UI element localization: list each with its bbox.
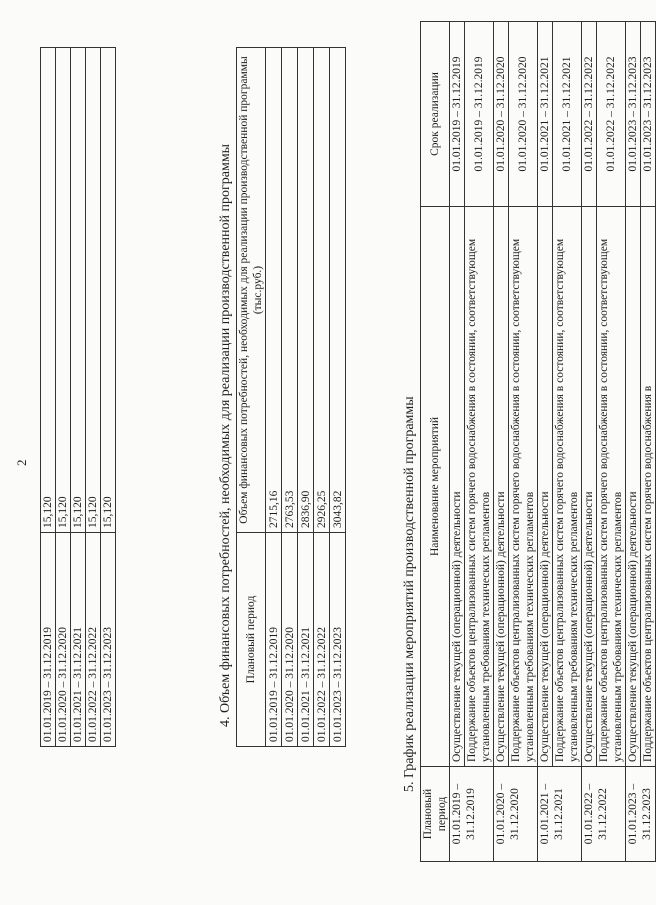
term-cell: 01.01.2021 – 31.12.2021: [538, 22, 553, 207]
activity-cell: Осуществление текущей (операционной) деятельности: [626, 207, 641, 767]
term-cell: 01.01.2019 – 31.12.2019: [465, 22, 494, 207]
period-cell: 01.01.2020 – 31.12.2020: [494, 767, 538, 862]
period-cell: 01.01.2019 – 31.12.2019: [450, 767, 494, 862]
period-cell: 01.01.2021 – 31.12.2021: [298, 533, 314, 747]
value-cell: 15,120: [41, 48, 56, 533]
column-header-amount: Объем финансовых потребностей, необходимых для реализации производственной программы (тыс.руб.): [237, 48, 266, 533]
term-cell: 01.01.2020 – 31.12.2020: [494, 22, 509, 207]
column-header-name: Наименование мероприятий: [421, 207, 450, 767]
period-cell: 01.01.2023 – 31.12.2023: [101, 533, 116, 747]
activity-cell: Осуществление текущей (операционной) деятельности: [538, 207, 553, 767]
period-cell: 01.01.2021 – 31.12.2021: [71, 533, 86, 747]
period-cell: 01.01.2022 – 31.12.2022: [582, 767, 626, 862]
table-row: [509, 22, 538, 862]
table-row: [86, 48, 101, 747]
amount-cell: 2926,25: [314, 48, 330, 533]
activity-cell: Поддержание объектов централизованных систем горячего водоснабжения в состоянии, соответствующем установленным требованиям технических регламентов: [597, 207, 626, 767]
table-row: [626, 22, 641, 862]
table-row: [56, 48, 71, 747]
activity-cell: Поддержание объектов централизованных систем горячего водоснабжения в состоянии, соответствующем установленным требованиям технических регламентов: [509, 207, 538, 767]
water-volume-table: [40, 47, 116, 747]
table-row: [597, 22, 626, 862]
term-cell: 01.01.2022 – 31.12.2022: [582, 22, 597, 207]
section-5-heading: 5. График реализации мероприятий производственной программы: [402, 396, 417, 792]
period-cell: 01.01.2020 – 31.12.2020: [282, 533, 298, 747]
activity-cell: Осуществление текущей (операционной) деятельности: [494, 207, 509, 767]
table-row: [494, 22, 509, 862]
table-row: [553, 22, 582, 862]
value-cell: 15,120: [86, 48, 101, 533]
table-header-row: [237, 48, 266, 747]
amount-cell: 2715,16: [266, 48, 282, 533]
document-page: [10, 12, 654, 892]
term-cell: 01.01.2023 – 31.12.2023: [626, 22, 641, 207]
table-row: [582, 22, 597, 862]
table-row: [298, 48, 314, 747]
amount-cell: 2836,90: [298, 48, 314, 533]
column-header-period: Плановый период: [421, 767, 450, 862]
table-row: [101, 48, 116, 747]
term-cell: 01.01.2023 – 31.12.2023: [641, 22, 656, 207]
table-row: [465, 22, 494, 862]
period-cell: 01.01.2019 – 31.12.2019: [266, 533, 282, 747]
amount-cell: 2763,53: [282, 48, 298, 533]
period-cell: 01.01.2023 – 31.12.2023: [626, 767, 656, 862]
period-cell: 01.01.2021 – 31.12.2021: [538, 767, 582, 862]
term-cell: 01.01.2021 – 31.12.2021: [553, 22, 582, 207]
column-header-term: Срок реализации: [421, 22, 450, 207]
period-cell: 01.01.2019 – 31.12.2019: [41, 533, 56, 747]
table-row: [282, 48, 298, 747]
amount-cell: 3043,82: [330, 48, 346, 533]
value-cell: 15,120: [56, 48, 71, 533]
activity-cell: Поддержание объектов централизованных систем горячего водоснабжения в состоянии, соответствующем установленным требованиям технических регламентов: [465, 207, 494, 767]
period-cell: 01.01.2020 – 31.12.2020: [56, 533, 71, 747]
period-cell: 01.01.2022 – 31.12.2022: [314, 533, 330, 747]
table-row: [41, 48, 56, 747]
activity-cell: Осуществление текущей (операционной) деятельности: [582, 207, 597, 767]
table-row: [641, 22, 656, 862]
term-cell: 01.01.2022 – 31.12.2022: [597, 22, 626, 207]
table-row: [330, 48, 346, 747]
activity-cell: Осуществление текущей (операционной) деятельности: [450, 207, 465, 767]
value-cell: 15,120: [71, 48, 86, 533]
table-row: [266, 48, 282, 747]
table-row: [71, 48, 86, 747]
table-header-row: [421, 22, 450, 862]
section-4-heading: 4. Объем финансовых потребностей, необходимых для реализации производственной программы: [218, 143, 233, 727]
schedule-table: [420, 21, 656, 862]
table-row: [314, 48, 330, 747]
column-header-period: Плановый период: [237, 533, 266, 747]
page-number: 2: [14, 459, 29, 466]
activity-cell: Поддержание объектов централизованных систем горячего водоснабжения в состоянии, соответствующем установленным требованиям технических регламентов: [553, 207, 582, 767]
financial-needs-table: [236, 47, 346, 747]
table-row: [450, 22, 465, 862]
table-row: [538, 22, 553, 862]
term-cell: 01.01.2019 – 31.12.2019: [450, 22, 465, 207]
activity-cell: Поддержание объектов централизованных систем горячего водоснабжения в: [641, 207, 656, 767]
term-cell: 01.01.2020 – 31.12.2020: [509, 22, 538, 207]
period-cell: 01.01.2023 – 31.12.2023: [330, 533, 346, 747]
period-cell: 01.01.2022 – 31.12.2022: [86, 533, 101, 747]
value-cell: 15,120: [101, 48, 116, 533]
